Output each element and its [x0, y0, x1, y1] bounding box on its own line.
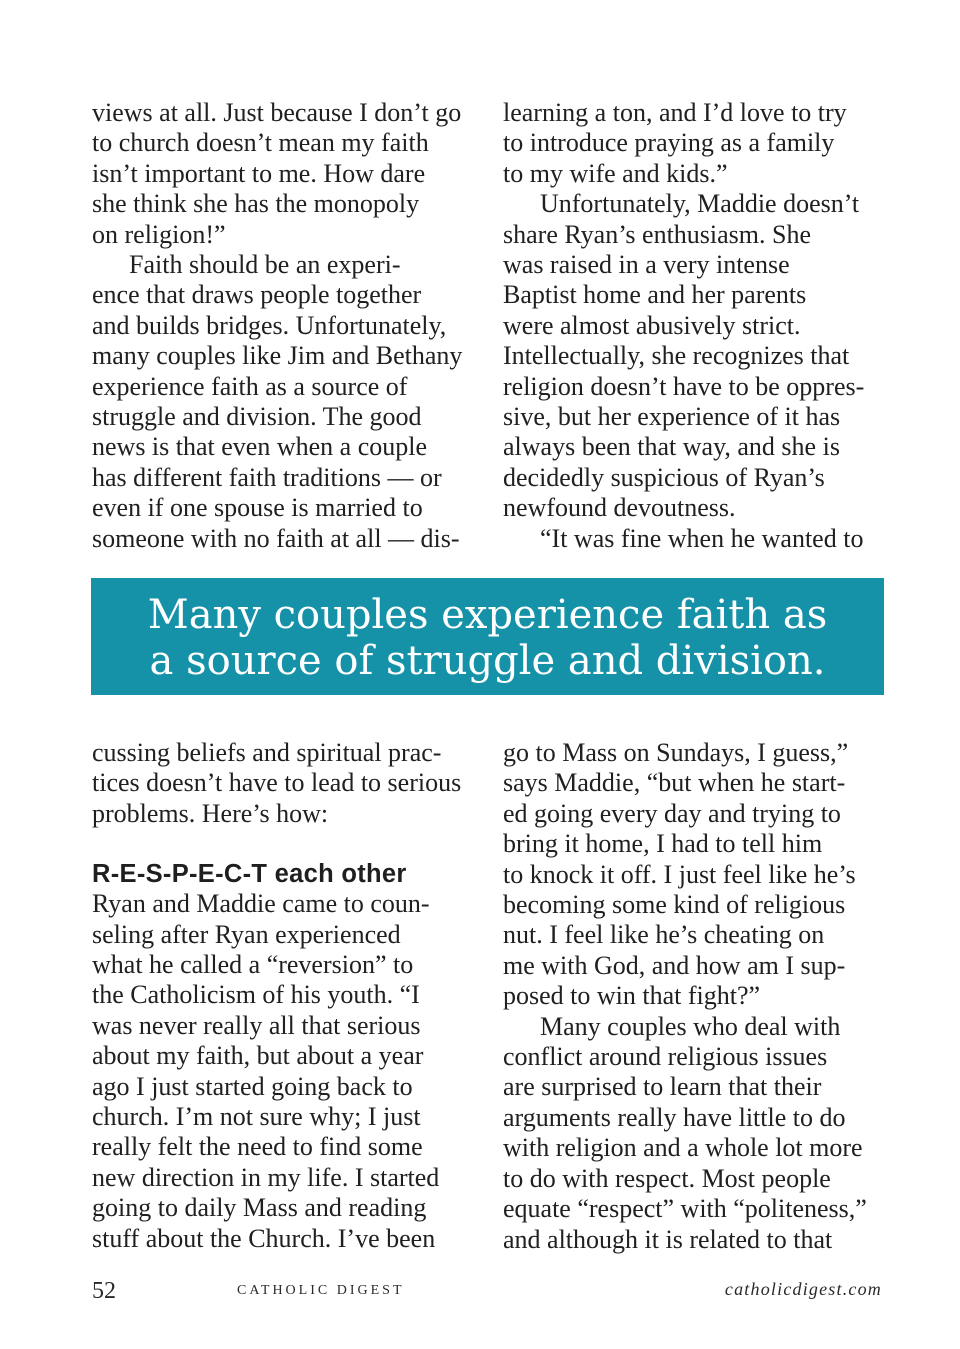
pull-quote — [91, 578, 884, 695]
text-line: many couples like Jim and Bethany — [92, 341, 463, 371]
pull-quote-line: Many couples experience faith as — [147, 592, 828, 638]
text-line: says Maddie, “but when he start- — [503, 768, 846, 798]
magazine-name: CATHOLIC DIGEST — [237, 1283, 405, 1298]
text-line: news is that even when a couple — [92, 432, 428, 462]
text-line: decidedly suspicious of Ryan’s — [503, 462, 825, 492]
text-line: stuff about the Church. I’ve been — [92, 1223, 436, 1253]
pull-quote-line: a source of struggle and division. — [149, 638, 826, 684]
text-line: views at all. Just because I don’t go — [92, 98, 462, 127]
text-line: sive, but her experience of it has — [503, 402, 841, 432]
text-line: about my faith, but about a year — [92, 1041, 424, 1071]
text-line: share Ryan’s enthusiasm. She — [503, 219, 812, 249]
text-line: was never really all that serious — [92, 1010, 421, 1040]
text-line: bring it home, I had to tell him — [503, 829, 823, 859]
text-line: even if one spouse is married to — [92, 493, 423, 523]
text-line: newfound devoutness. — [503, 493, 736, 523]
text-line: nut. I feel like he’s cheating on — [503, 920, 825, 950]
text-line: Ryan and Maddie came to coun- — [92, 889, 430, 919]
column-bottom-left — [92, 738, 482, 1254]
text-line: tices doesn’t have to lead to serious — [92, 768, 462, 798]
text-line: Intellectually, she recognizes that — [503, 341, 850, 371]
text-line: she think she has the monopoly — [92, 189, 420, 219]
text-line: church. I’m not sure why; I just — [92, 1102, 421, 1132]
text-line: posed to win that fight?” — [503, 981, 761, 1011]
text-line: ed going every day and trying to — [503, 798, 841, 828]
text-line: were almost abusively strict. — [503, 310, 801, 340]
text-line: becoming some kind of religious — [503, 890, 846, 920]
text-line: to introduce praying as a family — [503, 128, 835, 158]
text-line: conflict around religious issues — [503, 1042, 828, 1072]
text-line: to church doesn’t mean my faith — [92, 128, 429, 158]
paragraph-gap — [92, 829, 482, 859]
text-line: with religion and a whole lot more — [503, 1133, 863, 1163]
text-line: cussing beliefs and spiritual prac- — [92, 738, 442, 767]
text-line: and builds bridges. Unfortunately, — [92, 310, 447, 340]
text-line: has different faith traditions — or — [92, 462, 442, 492]
text-line: the Catholicism of his youth. “I — [92, 980, 420, 1010]
text-line: Unfortunately, Maddie doesn’t — [540, 189, 860, 219]
text-line: new direction in my life. I started — [92, 1162, 440, 1192]
text-line: seling after Ryan experienced — [92, 919, 401, 949]
text-line: ago I just started going back to — [92, 1071, 413, 1101]
text-line: isn’t important to me. How dare — [92, 158, 426, 188]
text-line: Baptist home and her parents — [503, 280, 807, 310]
text-line: to my wife and kids.” — [503, 158, 728, 188]
text-line: Many couples who deal with — [540, 1011, 841, 1041]
column-top-left — [92, 98, 482, 554]
text-line: someone with no faith at all — dis- — [92, 523, 460, 553]
text-line: to do with respect. Most people — [503, 1163, 831, 1193]
text-line: problems. Here’s how: — [92, 798, 329, 828]
text-line: on religion!” — [92, 219, 226, 249]
text-line: arguments really have little to do — [503, 1102, 846, 1132]
text-line: to knock it off. I just feel like he’s — [503, 859, 856, 889]
text-line: “It was fine when he wanted to — [540, 523, 864, 553]
text-line: Faith should be an experi- — [129, 250, 401, 280]
column-top-right — [503, 98, 893, 554]
text-line: learning a ton, and I’d love to try — [503, 98, 847, 127]
text-line: struggle and division. The good — [92, 402, 422, 432]
text-line: ence that draws people together — [92, 280, 422, 310]
text-line: me with God, and how am I sup- — [503, 950, 846, 980]
column-bottom-right — [503, 738, 893, 1255]
text-line: experience faith as a source of — [92, 371, 408, 401]
text-line: what he called a “reversion” to — [92, 950, 414, 980]
text-line: go to Mass on Sundays, I guess,” — [503, 738, 849, 767]
text-line: really felt the need to find some — [92, 1132, 423, 1162]
text-line: religion doesn’t have to be oppres- — [503, 371, 865, 401]
page-number: 52 — [92, 1278, 116, 1304]
text-line: always been that way, and she is — [503, 432, 840, 462]
text-line: going to daily Mass and reading — [92, 1193, 427, 1223]
website-url[interactable]: catholicdigest.com — [724, 1279, 882, 1299]
section-subhead: R-E-S-P-E-C-T each other — [92, 860, 407, 889]
text-line: was raised in a very intense — [503, 250, 790, 280]
text-line: and although it is related to that — [503, 1224, 833, 1254]
text-line: equate “respect” with “politeness,” — [503, 1194, 867, 1224]
text-line: are surprised to learn that their — [503, 1072, 822, 1102]
